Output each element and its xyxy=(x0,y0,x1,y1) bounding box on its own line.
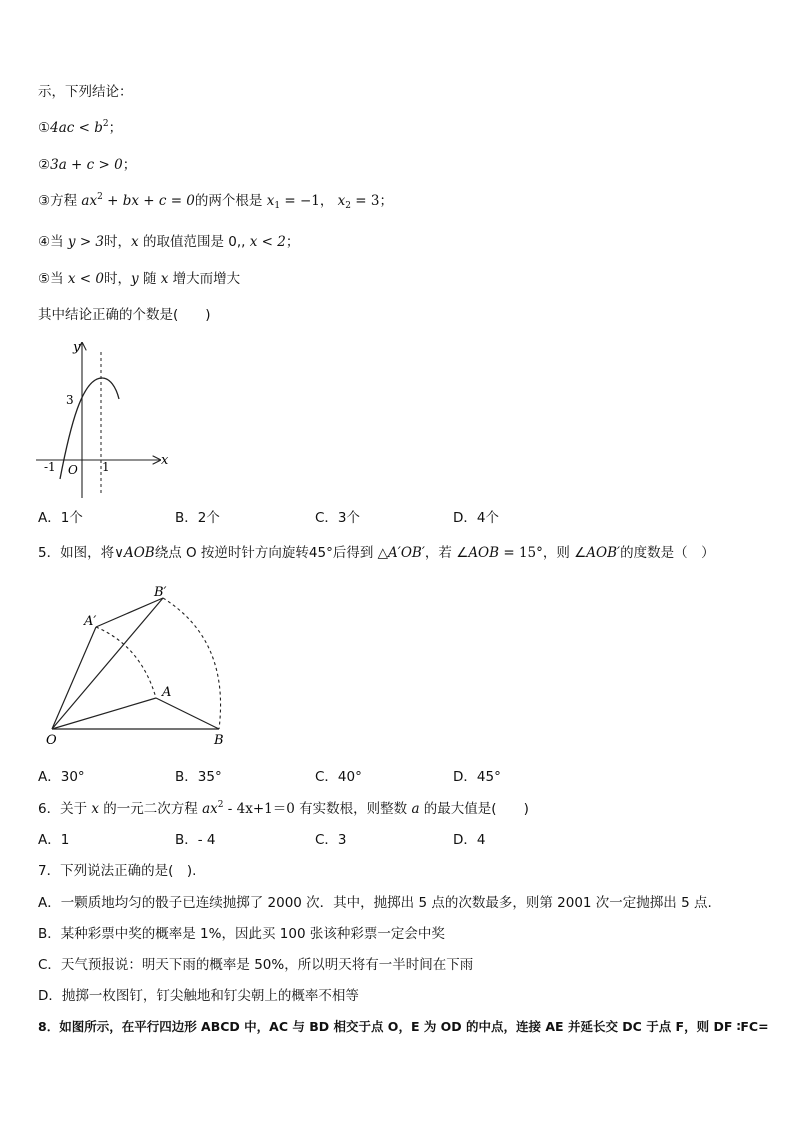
conclusion-3-sup: 2 xyxy=(97,192,103,202)
q5-cond: AOB xyxy=(468,545,500,561)
conclusion-4-mid: 时， xyxy=(104,234,132,250)
q5-mid2: ，若 ∠ xyxy=(424,545,469,561)
conclusion-3-sep: ， xyxy=(319,193,338,209)
x-axis-label: x xyxy=(161,453,169,468)
conclusion-5-num: ⑤ xyxy=(38,271,51,287)
q7-option-a[interactable]: A．一颗质地均匀的骰子已连续抛掷了 2000 次．其中，抛掷出 5 点的次数最多，则第 2001 次一定抛掷出 5 点. xyxy=(38,895,712,911)
q5-triangle2: A′OB′ xyxy=(388,545,425,561)
conclusion-3-math2: + bx + c = 0 xyxy=(102,193,195,209)
q5-option-d[interactable]: D．45° xyxy=(453,769,501,785)
q6-eq-sup: 2 xyxy=(217,800,224,810)
q4-options xyxy=(38,509,758,527)
point-label-o: O xyxy=(46,733,57,748)
conclusion-5-var: y xyxy=(131,271,139,287)
conclusion-5-tail: 增大而增大 xyxy=(168,271,241,287)
conclusion-4-math2: x < 2 xyxy=(249,234,286,250)
conclusion-3-root1-val: = −1 xyxy=(280,193,320,209)
conclusion-3 xyxy=(38,192,393,210)
conclusion-4-mid2: 的取值范围是 0,, xyxy=(138,234,250,250)
conclusion-5-mid2: 随 xyxy=(138,271,161,287)
q6-pre: 6．关于 xyxy=(38,801,92,817)
q5-triangle: ∨AOB xyxy=(114,545,155,561)
q5-option-a[interactable]: A．30° xyxy=(38,769,85,785)
arc-a-to-a-prime xyxy=(96,627,156,698)
question-5 xyxy=(38,544,715,562)
q6-options xyxy=(38,831,758,849)
q5-tail: 的度数是（ ） xyxy=(620,545,715,561)
q6-mid: 的一元二次方程 xyxy=(99,801,203,817)
conclusion-2-tail: ； xyxy=(122,157,137,173)
conclusion-1-tail: ； xyxy=(108,120,123,136)
point-label-a: A xyxy=(162,685,172,700)
conclusion-5 xyxy=(38,270,240,288)
q4-option-c[interactable]: C．3个 xyxy=(315,510,361,526)
q5-options xyxy=(38,768,758,786)
q6-option-a[interactable]: A．1 xyxy=(38,832,70,848)
conclusion-1-num: ① xyxy=(38,120,51,136)
q6-tail: 的最大值是( ) xyxy=(419,801,529,817)
question-6 xyxy=(38,800,529,818)
conclusion-2-math: 3a + c > 0 xyxy=(50,157,123,173)
conclusion-3-pre: 方程 xyxy=(50,193,82,209)
conclusion-3-mid: 的两个根是 xyxy=(194,193,267,209)
question-8: 8．如图所示，在平行四边形 ABCD 中，AC 与 BD 相交于点 O，E 为 OD 的中点，连接 AE 并延长交 DC 于点 F，则 DF ∶FC= xyxy=(38,1019,769,1034)
q6-var2: a xyxy=(411,801,420,817)
q4-option-b[interactable]: B．2个 xyxy=(175,510,220,526)
conclusion-3-root1: x xyxy=(266,193,275,209)
q5-cond-val: = 15° xyxy=(499,545,543,561)
q7-option-c[interactable]: C．天气预报说：明天下雨的概率是 50%，所以明天将有一半时间在下雨 xyxy=(38,957,474,973)
q6-option-c[interactable]: C．3 xyxy=(315,832,347,848)
conclusion-3-root2: x xyxy=(337,193,346,209)
conclusion-4-var: x xyxy=(131,234,139,250)
q5-option-c[interactable]: C．40° xyxy=(315,769,362,785)
q4-option-d[interactable]: D．4个 xyxy=(453,510,499,526)
q6-option-d[interactable]: D．4 xyxy=(453,832,486,848)
q5-ask: AOB′ xyxy=(586,545,621,561)
conclusion-1-math: 4ac < b xyxy=(50,120,103,136)
segment-ab-prime xyxy=(96,598,163,627)
conclusion-3-math: ax xyxy=(81,193,98,209)
point-label-b: B xyxy=(214,733,224,748)
tick-label-3: 3 xyxy=(66,393,74,407)
conclusion-4-num: ④ xyxy=(38,234,51,250)
q4-option-a[interactable]: A．1个 xyxy=(38,510,83,526)
conclusion-3-num: ③ xyxy=(38,193,51,209)
segment-ob-prime xyxy=(52,598,163,729)
conclusion-4-math: y > 3 xyxy=(67,234,105,250)
conclusion-1-sup: 2 xyxy=(102,119,109,129)
conclusion-3-root2-sub: 2 xyxy=(345,201,352,211)
point-label-b-prime: B′ xyxy=(154,585,167,600)
conclusion-4-tail: ； xyxy=(285,234,300,250)
q6-eq-a: ax xyxy=(202,801,218,817)
origin-label: O xyxy=(68,463,78,477)
tick-label-1: 1 xyxy=(102,460,110,474)
intro-text: 示，下列结论： xyxy=(38,84,133,100)
q5-pre: 5．如图，将 xyxy=(38,545,115,561)
question-7: 7．下列说法正确的是( ). xyxy=(38,863,197,879)
conclusion-4-pre: 当 xyxy=(50,234,68,250)
point-label-a-prime: A′ xyxy=(84,614,97,629)
q5-mid: 绕点 O 按逆时针方向旋转45°后得到 △ xyxy=(154,545,389,561)
conclusion-2-num: ② xyxy=(38,157,51,173)
q6-option-b[interactable]: B．- 4 xyxy=(175,832,216,848)
conclusion-3-root2-val: = 3 xyxy=(351,193,380,209)
conclusion-3-root1-sub: 1 xyxy=(274,201,281,211)
q7-option-b[interactable]: B．某种彩票中奖的概率是 1%，因此买 100 张该种彩票一定会中奖 xyxy=(38,926,445,942)
q5-mid3: ，则 ∠ xyxy=(542,545,587,561)
q7-option-d[interactable]: D．抛掷一枚图钉，钉尖触地和钉尖朝上的概率不相等 xyxy=(38,988,359,1004)
arc-b-to-b-prime xyxy=(163,598,221,729)
q6-mid2: 有实数根，则整数 xyxy=(294,801,412,817)
rotation-diagram xyxy=(38,578,238,750)
segment-oa xyxy=(52,698,156,729)
q6-var: x xyxy=(91,801,100,817)
y-axis-label: y xyxy=(73,340,81,355)
conclusion-5-var2: x xyxy=(160,271,169,287)
conclusion-4 xyxy=(38,233,299,251)
segment-oa-prime xyxy=(52,627,96,729)
conclusion-3-tail: ； xyxy=(379,193,393,209)
tick-label-neg1: -1 xyxy=(44,460,56,474)
question-stem: 其中结论正确的个数是( ) xyxy=(38,307,211,323)
segment-ab xyxy=(156,698,219,729)
conclusion-2 xyxy=(38,156,136,174)
q5-option-b[interactable]: B．35° xyxy=(175,769,222,785)
conclusion-5-mid: 时， xyxy=(104,271,132,287)
conclusion-5-math: x < 0 xyxy=(67,271,105,287)
q6-eq-rest: - 4x+1＝0 xyxy=(223,801,295,817)
conclusion-1 xyxy=(38,119,122,137)
conclusion-5-pre: 当 xyxy=(50,271,68,287)
parabola-graph xyxy=(30,335,180,505)
